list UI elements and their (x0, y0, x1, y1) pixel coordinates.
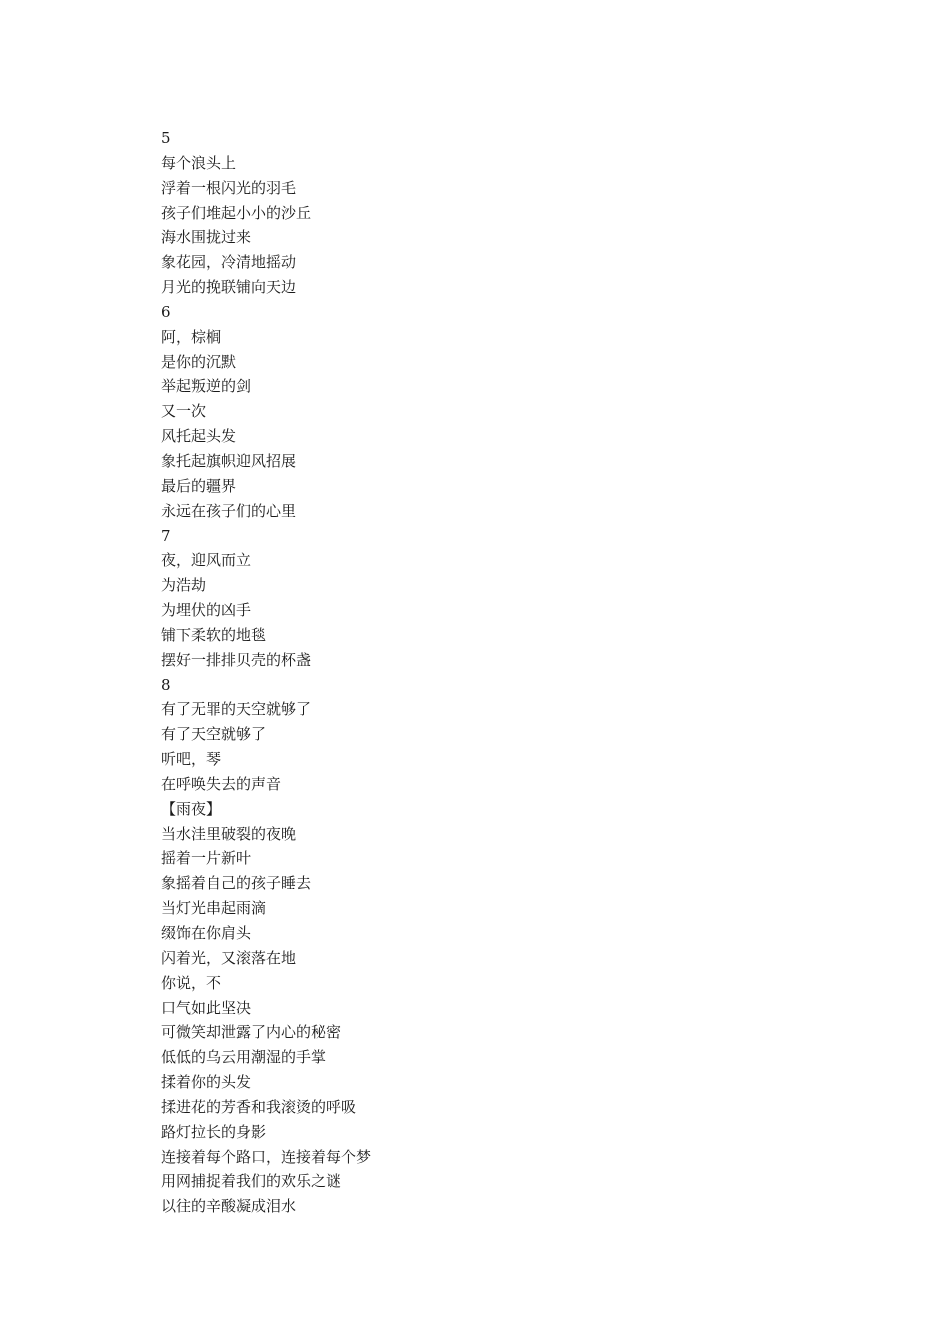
poem-line: 5 (161, 129, 171, 147)
poem-line: 铺下柔软的地毯 (161, 625, 267, 644)
poem-line: 孩子们堆起小小的沙丘 (161, 203, 312, 222)
poem-line: 象托起旗帜迎风招展 (161, 451, 297, 470)
poem-line: 揉着你的头发 (161, 1073, 252, 1092)
poem-line: 有了天空就够了 (161, 725, 267, 744)
poem-line: 揉进花的芳香和我滚烫的呼吸 (161, 1097, 357, 1116)
poem-line: 摇着一片新叶 (161, 849, 252, 868)
poem-line: 当灯光串起雨滴 (161, 899, 267, 918)
poem-line: 又一次 (161, 402, 207, 421)
poem-line: 闪着光，又滚落在地 (161, 948, 297, 967)
poem-line: 有了无罪的天空就够了 (161, 700, 312, 719)
poem-line: 象花园，冷清地摇动 (161, 253, 297, 272)
poem-line: 月光的挽联铺向天边 (161, 278, 297, 297)
poem-line: 用网捕捉着我们的欢乐之谜 (161, 1172, 342, 1191)
poem-line: 摆好一排排贝壳的杯盏 (161, 650, 312, 669)
poem-line: 为埋伏的凶手 (161, 601, 252, 620)
poem-line: 口气如此坚决 (161, 998, 252, 1017)
poem-line: 为浩劫 (161, 576, 207, 595)
poem-line: 以往的辛酸凝成泪水 (161, 1197, 297, 1216)
poem-line: 听吧，琴 (161, 750, 222, 769)
poem-line: 8 (161, 675, 171, 694)
poem-line: 夜，迎风而立 (161, 551, 252, 570)
poem-line: 你说，不 (161, 973, 222, 992)
poem-line: 永远在孩子们的心里 (161, 501, 297, 520)
poem-line: 最后的疆界 (161, 476, 237, 495)
poem-line: 低低的乌云用潮湿的手掌 (161, 1048, 327, 1067)
poem-line: 举起叛逆的剑 (161, 377, 252, 396)
poem-line: 风托起头发 (161, 427, 237, 446)
poem-line: 路灯拉长的身影 (161, 1122, 267, 1141)
poem-title: 【雨夜】 (161, 799, 222, 818)
poem-line: 浮着一根闪光的羽毛 (161, 178, 297, 197)
poem-text (161, 126, 861, 1219)
poem-line: 每个浪头上 (161, 153, 237, 172)
poem-line: 6 (161, 302, 171, 321)
poem-line: 当水洼里破裂的夜晚 (161, 824, 297, 843)
poem-line: 象摇着自己的孩子睡去 (161, 874, 312, 893)
poem-line: 缀饰在你肩头 (161, 924, 252, 942)
poem-line: 是你的沉默 (161, 352, 237, 371)
poem-line: 在呼唤失去的声音 (161, 774, 282, 793)
poem-line: 可微笑却泄露了内心的秘密 (161, 1023, 342, 1042)
poem-line: 海水围拢过来 (161, 228, 252, 247)
poem-line: 连接着每个路口，连接着每个梦 (161, 1147, 372, 1166)
poem-line: 阿，棕榈 (161, 327, 222, 346)
poem-line: 7 (161, 526, 171, 545)
